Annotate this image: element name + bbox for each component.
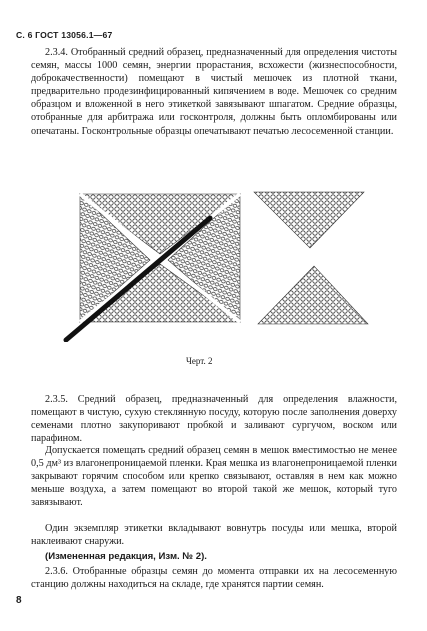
paragraph-2-3-6: 2.3.6. Отобранные образцы семян до момента отправки их на лесосеменную станцию должны находиться на складе, где хранятся партии семян.	[31, 566, 397, 591]
sample-division-diagram	[60, 182, 380, 342]
paragraph-2-3-4: 2.3.4. Отобранный средний образец, предназначенный для определения чистоты семян, массы 1000 семян, энергии прорастания, всхожести (жизнеспособности, доброкачественности) помещают в чистый мешочек из плотной ткани, предварительно продезинфицированный кипячением в воде. Мешочек со средним образцом и вложенной в него этикеткой завязывают шпагатом. Средние образцы, отобранные для арбитража или госконтроля, должны быть опломбированы или опечатаны. Госконтрольные образцы опечатывают печатью лесосеменной станции.	[31, 47, 397, 137]
selected-triangle-top	[254, 192, 364, 248]
paragraph-allowance: Допускается помещать средний образец семян в мешок вместимостью не менее 0,5 дм³ из влагонепроницаемой пленки. Края мешка из влагонепроницаемой пленки закрывают горячим способом или крепко связывают, оставляя в нем как можно меньше воздуха, а затем помещают во второй такой же мешок, который туго завязывают.	[31, 445, 397, 509]
selected-triangle-bottom	[258, 266, 368, 324]
amendment-note: (Измененная редакция, Изм. № 2).	[45, 551, 207, 562]
figure-caption: Черт. 2	[186, 356, 213, 366]
paragraph-label: Один экземпляр этикетки вкладывают вовнутрь посуды или мешка, второй наклеивают снаружи.	[31, 523, 397, 548]
figure-sample-division	[60, 182, 380, 342]
page-header: С. 6 ГОСТ 13056.1—67	[16, 30, 113, 40]
page-number: 8	[16, 595, 22, 606]
paragraph-2-3-5: 2.3.5. Средний образец, предназначенный для определения влажности, помещают в чистую, сухую стеклянную посуду, которую после заполнения доверху семенами плотно закупоривают пробкой и заливают сургучом, воском или парафином.	[31, 394, 397, 445]
